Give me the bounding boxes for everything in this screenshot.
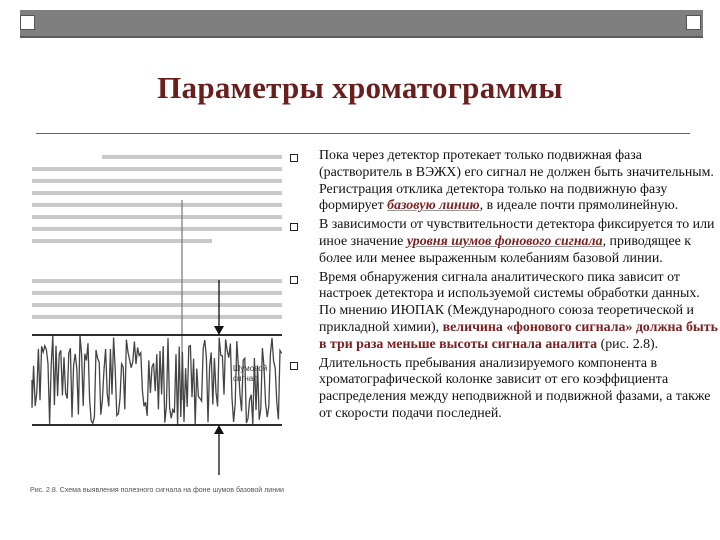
bullet-item-1: Пока через детектор протекает только подвижная фаза (растворитель в ВЭЖХ) его сигнал не должен быть значительным. Регистрация отклика детектора только на подвижную фазу формирует базовую линию, в идеале почти прямолинейную. — [290, 148, 718, 215]
faded-background-text — [32, 157, 282, 317]
header-square-right — [686, 15, 701, 30]
noise-figure — [22, 140, 292, 505]
title-divider — [36, 133, 690, 134]
bullet-marker — [290, 362, 298, 370]
bullet-marker — [290, 223, 298, 231]
bullet-item-2: В зависимости от чувствительности детектора фиксируется то или иное значение уровня шумов фонового сигнала, приводящее к более или менее выраженным колебаниям базовой линии. — [290, 217, 718, 267]
bullet-list — [290, 148, 718, 425]
noise-label-line1: Шумовой — [233, 364, 268, 373]
bullet-item-3: Время обнаружения сигнала аналитического пика зависит от настроек детектора и используемой системы обработки данных. По мнению ИЮПАК (Международного союза теоретической и прикладной химии), величина «фонового сигнала» должна быть в три раза меньше высоты сигнала аналита (рис. 2.8). — [290, 270, 718, 354]
bullet-marker — [290, 154, 298, 162]
lower-arrow-head — [214, 425, 224, 434]
figure-caption: Рис. 2.8. Схема выявления полезного сигнала на фоне шумов базовой линии — [30, 487, 279, 494]
slide-header-bar — [20, 10, 703, 38]
upper-arrow-head — [214, 326, 224, 335]
bullet-marker — [290, 276, 298, 284]
slide-title: Параметры хроматограммы — [157, 70, 563, 105]
bullet-item-4: Длительность пребывания анализируемого компонента в хроматографической колонке зависит от его коэффициента распределения между неподвижной и подвижной фазами, а также от скорости подачи последней. — [290, 356, 718, 423]
highlight-baseline: базовую линию — [387, 198, 480, 214]
noise-label-line2: сигнал — [233, 374, 258, 383]
header-square-left — [20, 15, 35, 30]
highlight-signal-ratio: величина «фонового сигнала» должна быть в три раза меньше высоты сигнала аналита — [319, 319, 718, 352]
highlight-noise-level: уровня шумов фонового сигнала — [406, 233, 603, 249]
